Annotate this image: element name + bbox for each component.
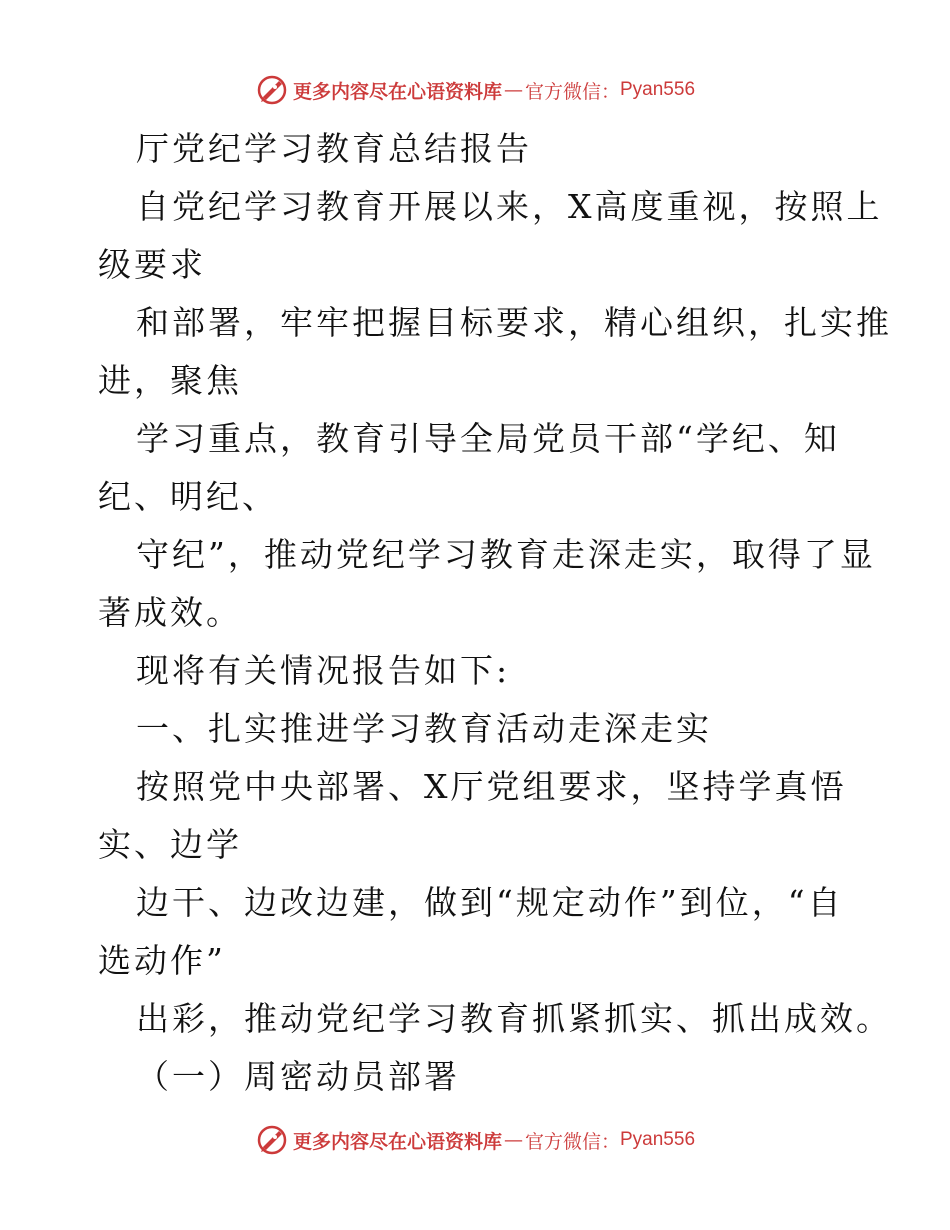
footer-banner	[0, 1120, 950, 1160]
document-line: 厅党纪学习教育总结报告	[136, 129, 532, 168]
banner-dash: —	[503, 1129, 523, 1151]
document-line: 进，聚焦	[98, 361, 242, 400]
document-line: 出彩，推动党纪学习教育抓紧抓实、抓出成效。	[136, 999, 892, 1038]
document-line: 实、边学	[98, 825, 242, 864]
document-line: 守纪”，推动党纪学习教育走深走实，取得了显	[136, 535, 876, 574]
document-line: 纪、明纪、	[98, 477, 278, 516]
banner-wechat-label: 官方微信：	[524, 80, 620, 103]
banner-wechat-id: Pyan556	[620, 79, 696, 100]
document-line: 边干、边改边建，做到“规定动作”到位，“自	[136, 883, 844, 922]
document-line: 和部署，牢牢把握目标要求，精心组织，扎实推	[136, 303, 892, 342]
document-line: 现将有关情况报告如下:	[136, 651, 511, 690]
banner-wechat-id: Pyan556	[620, 1129, 696, 1150]
document-line: 自党纪学习教育开展以来，X高度重视，按照上	[136, 187, 883, 226]
pen-logo-icon	[255, 73, 289, 107]
document-line: 学习重点，教育引导全局党员干部“学纪、知	[136, 419, 840, 458]
banner-dash: —	[503, 79, 523, 101]
document-line: 级要求	[98, 245, 206, 284]
header-banner	[0, 70, 950, 110]
banner-wechat-label: 官方微信：	[524, 1130, 620, 1153]
document-line: 著成效。	[98, 593, 242, 632]
banner-text: 更多内容尽在心语资料库	[292, 1130, 502, 1153]
document-body	[98, 120, 892, 1106]
banner-text: 更多内容尽在心语资料库	[292, 80, 502, 103]
document-line: 一、扎实推进学习教育活动走深走实	[136, 709, 712, 748]
pen-logo-icon	[255, 1123, 289, 1157]
document-line: 按照党中央部署、X厅党组要求，坚持学真悟	[136, 767, 847, 806]
document-line: （一）周密动员部署	[136, 1057, 460, 1096]
document-line: 选动作”	[98, 941, 226, 980]
